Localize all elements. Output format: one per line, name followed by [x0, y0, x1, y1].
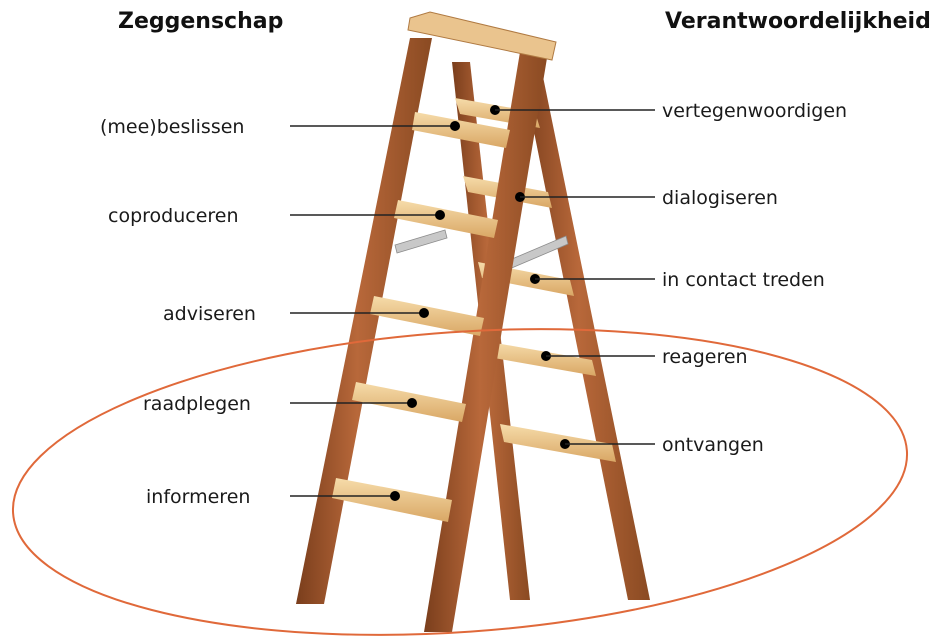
dot-informeren	[390, 491, 400, 501]
left-step-adviseren: adviseren	[163, 303, 256, 325]
right-step-reageren: reageren	[662, 346, 748, 368]
heading-verantwoordelijkheid: Verantwoordelijkheid	[665, 9, 931, 34]
dot-mee-beslissen	[450, 121, 460, 131]
left-step-informeren: informeren	[146, 486, 251, 508]
dot-coproduceren	[435, 210, 445, 220]
left-step-mee-beslissen: (mee)beslissen	[100, 116, 245, 138]
heading-zeggenschap: Zeggenschap	[118, 9, 284, 34]
ladder-top-platform	[408, 12, 556, 60]
left-step-coproduceren: coproduceren	[108, 205, 239, 227]
right-step-in-contact-treden: in contact treden	[662, 269, 825, 291]
spreader-left	[395, 230, 447, 253]
dot-adviseren	[419, 308, 429, 318]
right-step-ontvangen: ontvangen	[662, 434, 764, 456]
dot-raadplegen	[407, 398, 417, 408]
back-right-rail	[520, 62, 650, 600]
left-step-raadplegen: raadplegen	[143, 393, 251, 415]
right-step-vertegenwoordigen: vertegenwoordigen	[662, 100, 848, 122]
right-step-dialogiseren: dialogiseren	[662, 187, 778, 209]
